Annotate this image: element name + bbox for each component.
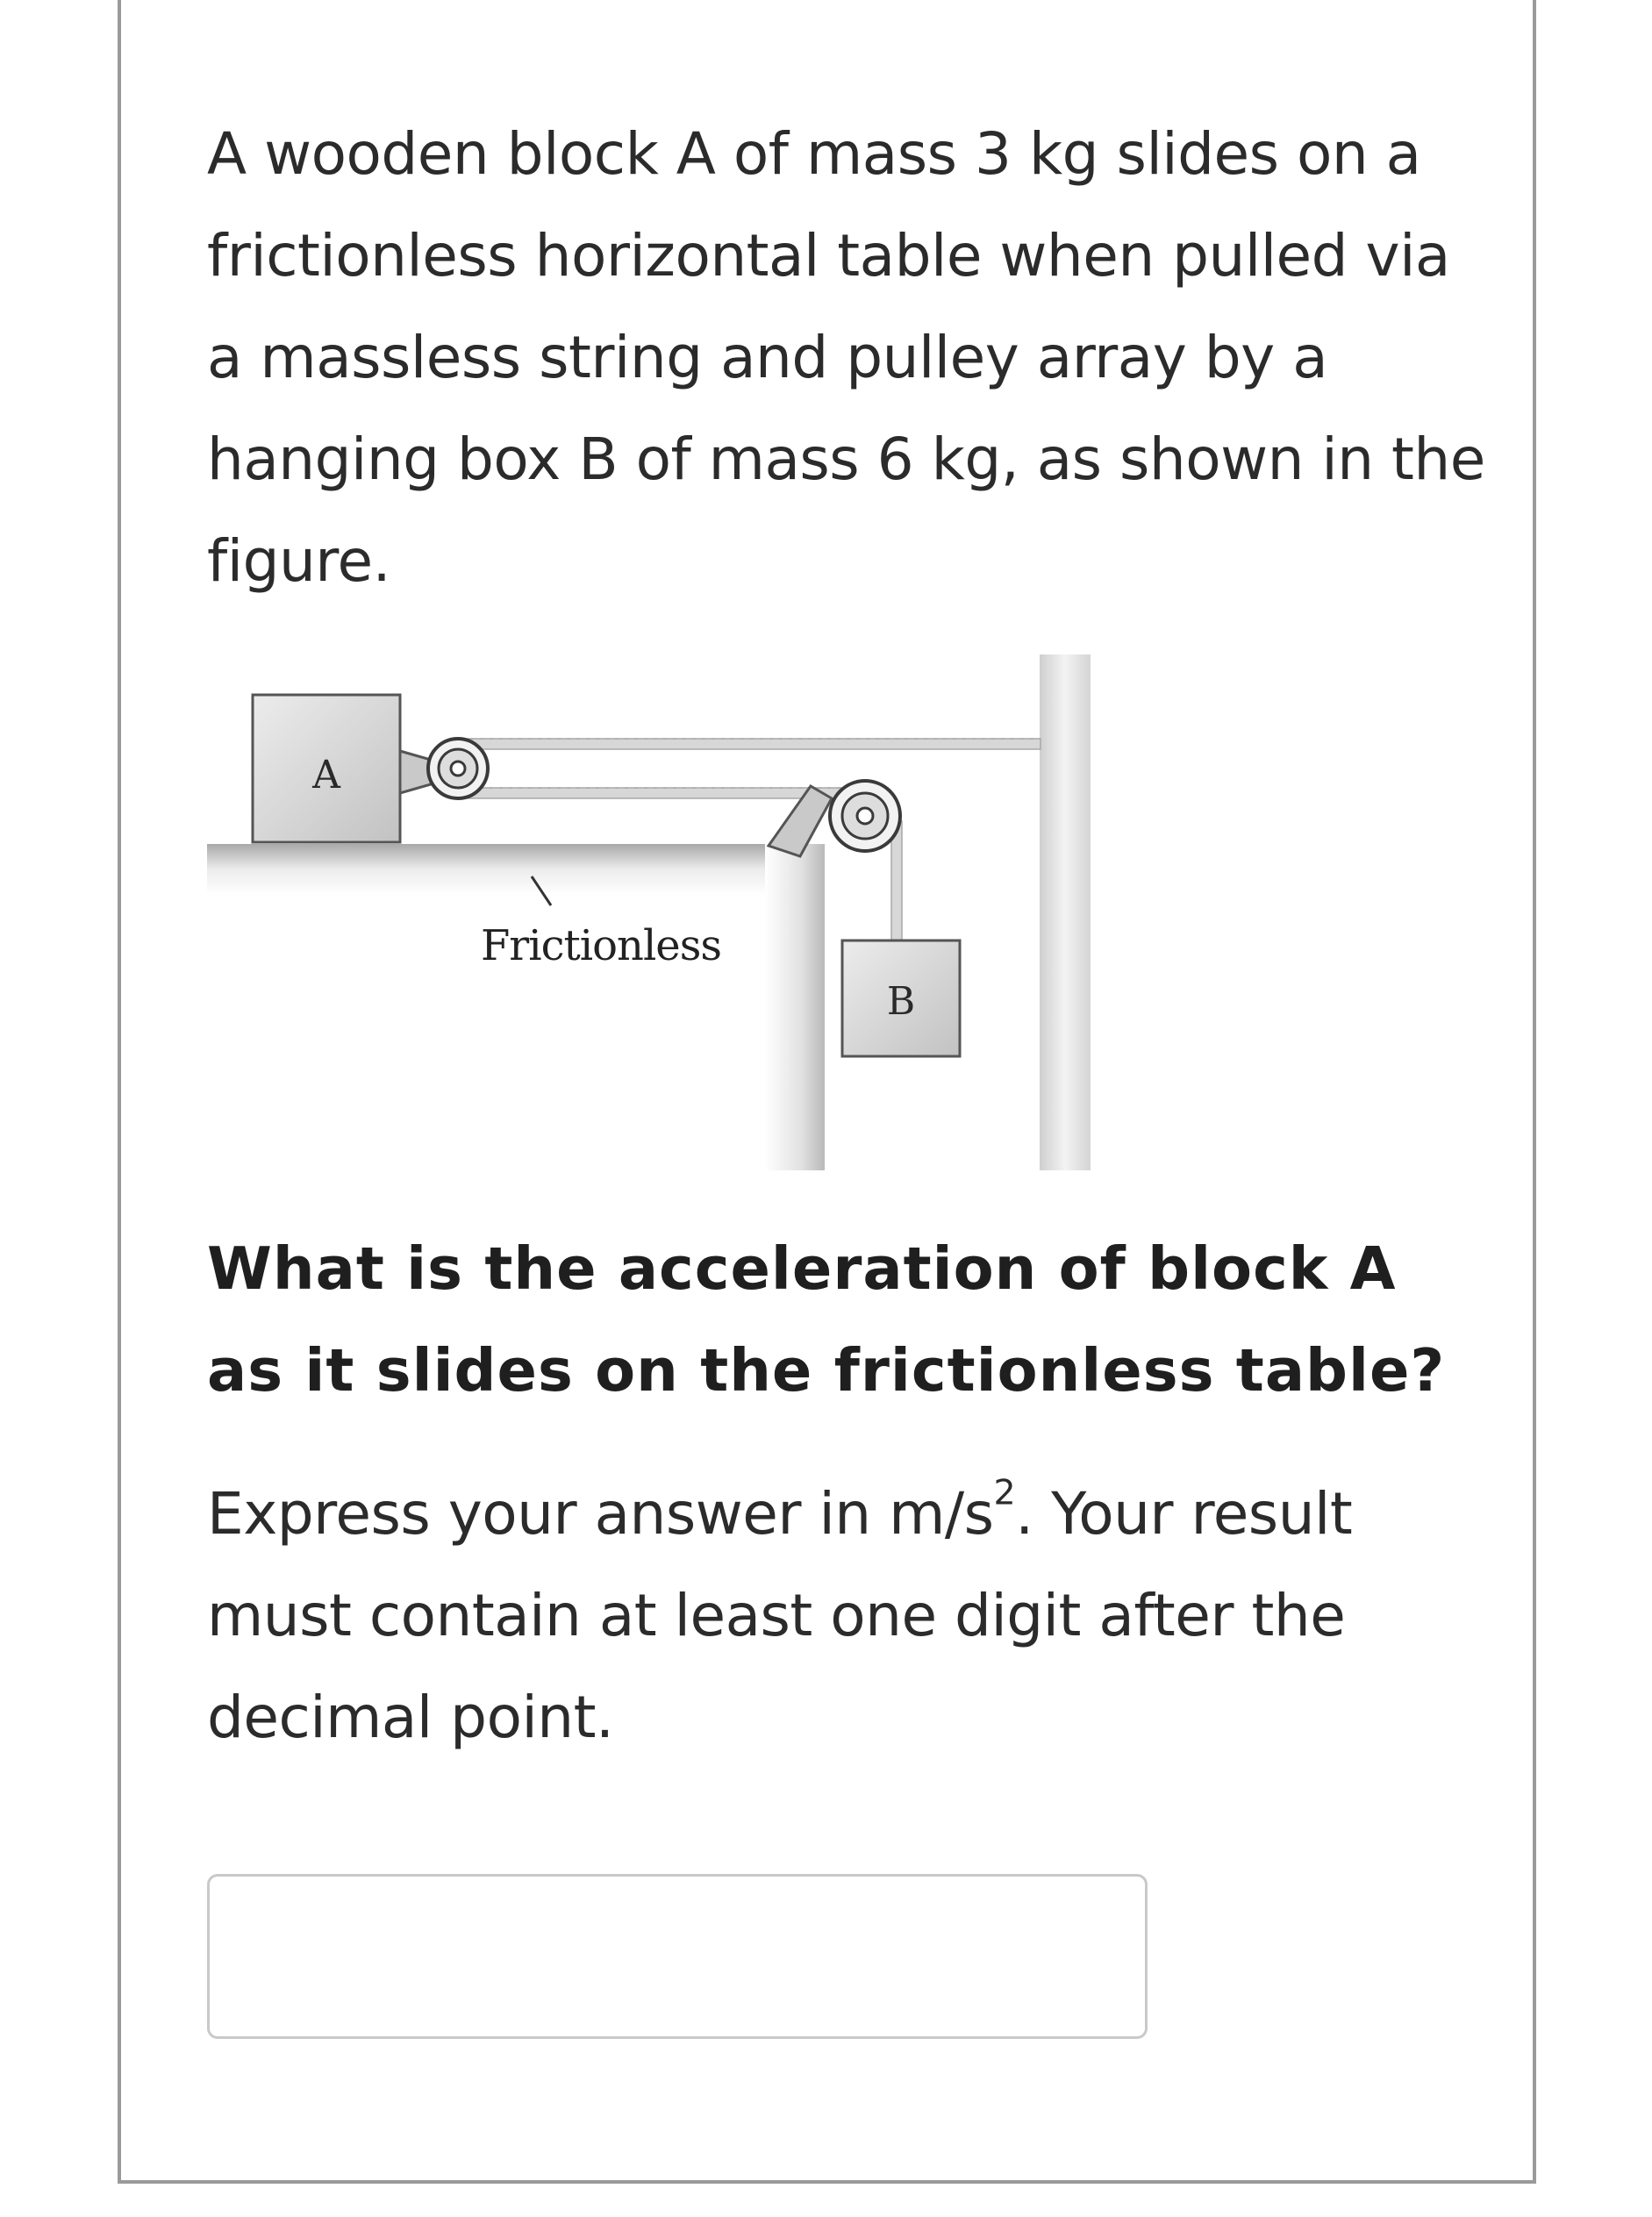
surface-label: Frictionless bbox=[481, 921, 721, 970]
answer-input[interactable] bbox=[207, 1874, 1148, 2039]
instructions-before-unit: Express your answer in m/s bbox=[207, 1480, 994, 1548]
wall bbox=[1040, 654, 1091, 1170]
pulley-corner bbox=[830, 781, 900, 851]
block-b-label: B bbox=[886, 979, 916, 1024]
string bbox=[461, 739, 1041, 944]
question-text: What is the acceleration of block A as it slides on the frictionless table? bbox=[207, 1234, 1446, 1405]
unit-exponent: 2 bbox=[993, 1472, 1016, 1513]
pulley-a bbox=[428, 739, 488, 798]
table-top bbox=[207, 844, 821, 895]
problem-intro: A wooden block A of mass 3 kg slides on a frictionless horizontal table when pulled via a massless string and pulley array by a hanging box B of mass 6 kg, as shown in the figure. bbox=[207, 120, 1485, 595]
pulley-figure bbox=[207, 654, 1119, 1170]
table-leg bbox=[765, 844, 825, 1170]
answer-instructions bbox=[207, 1463, 1488, 1769]
block-a-label: A bbox=[312, 753, 340, 797]
instructions-after-unit: . Your result must contain at least one digit after the decimal point. bbox=[207, 1480, 1353, 1751]
